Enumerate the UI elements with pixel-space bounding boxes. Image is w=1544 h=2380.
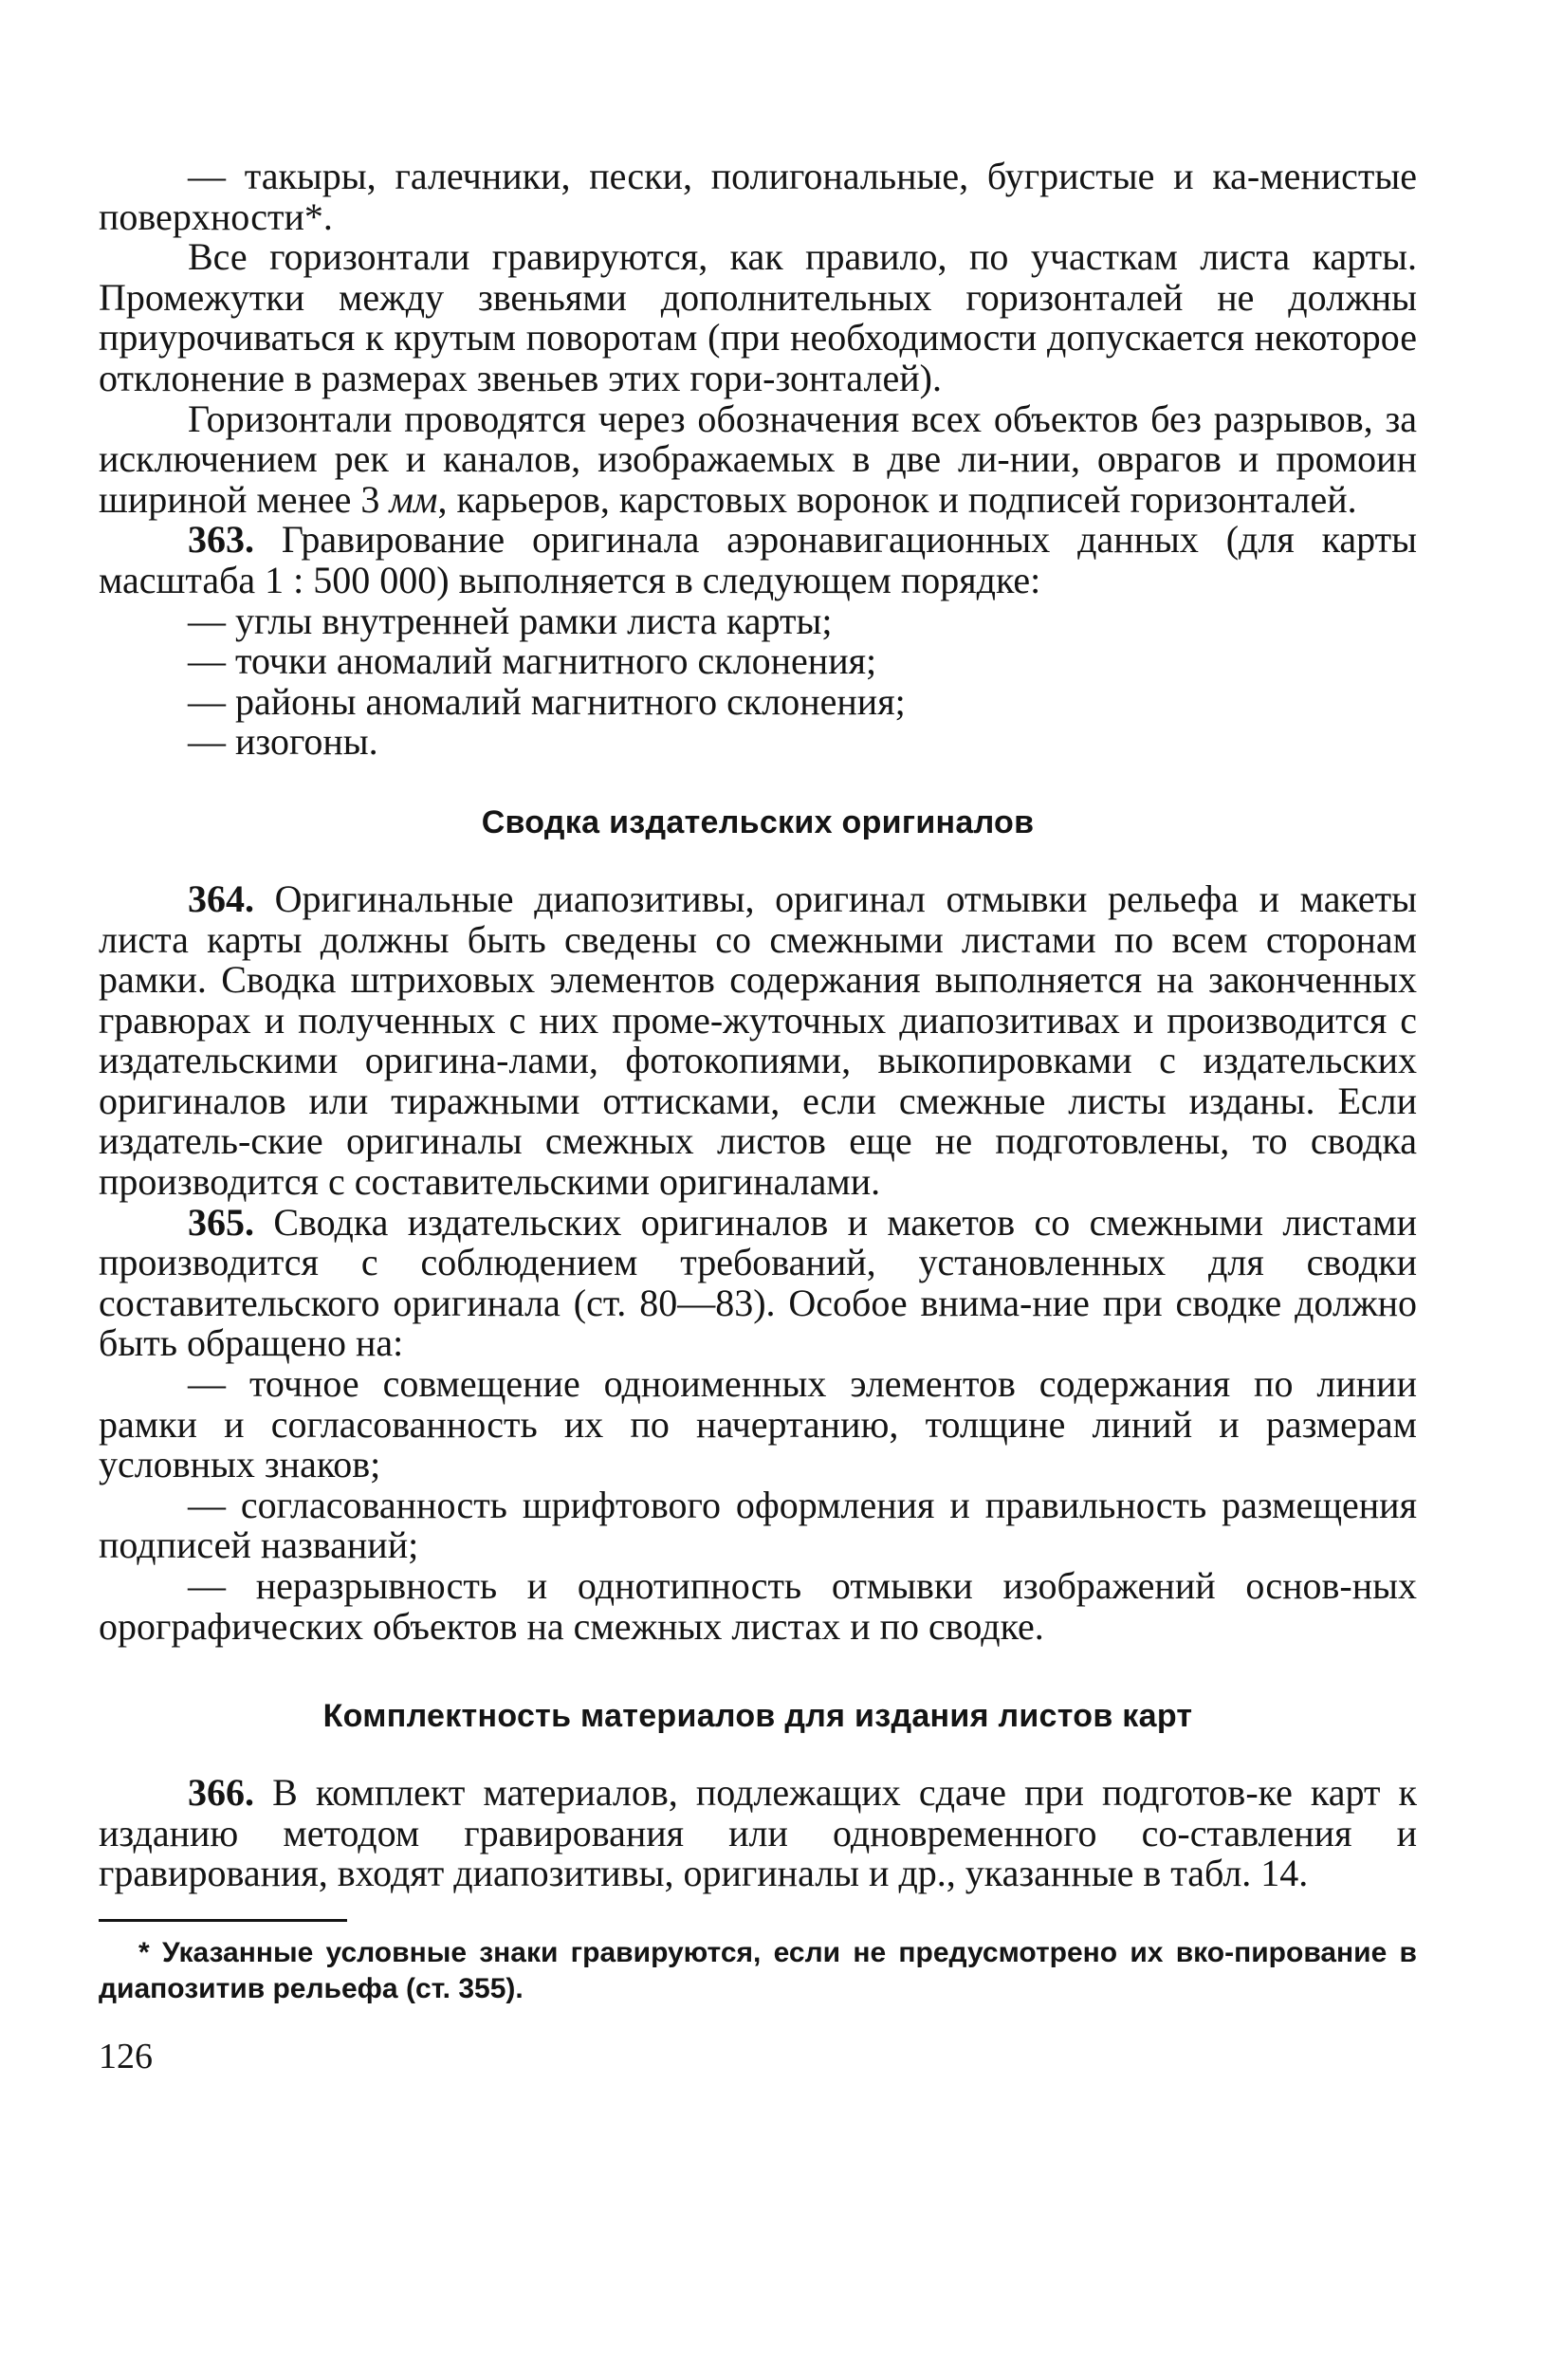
- footnote-divider: [99, 1919, 347, 1922]
- book-page: [99, 157, 1417, 2077]
- clause-text: Сводка издательских оригиналов и макетов со смежными листами производится с соблюдением требований, установленных для сводки составительского оригинала (ст. 80—83). Особое внима-ние при сводке должно быть обращено на:: [99, 1200, 1417, 1365]
- footnote: [99, 1935, 1417, 2007]
- clause-text: Гравирование оригинала аэронавигационных данных (для карты масштаба 1 : 500 000) выполняется в следующем порядке:: [99, 518, 1417, 601]
- section-heading-komplektnost: Комплектность материалов для издания листов карт: [322, 1698, 1193, 1735]
- paragraph-text-part: Горизонтали проводятся через обозначения всех объектов без разрывов, за исключением рек и каналов, изображаемых в две ли-нии, оврагов и промоин шириной менее 3: [99, 397, 1417, 521]
- unit-mm: мм: [389, 477, 438, 521]
- paragraph-366: [99, 1773, 1417, 1894]
- footnote-marker: *: [138, 1936, 150, 1968]
- clause-text: Оригинальные диапозитивы, оригинал отмывки рельефа и макеты листа карты должны быть сведены со смежными листами по всем сторонам рамки. Сводка штриховых элементов содержания выполняется на законченных гравюрах и полученных с них проме-жуточных диапозитивах и производится с издательскими оригина-лами, фотокопиями, выкопировками с издательских оригиналов или тиражными оттисками, если смежные листы изданы. Если издатель-ские оригиналы смежных листов еще не подготовлены, то сводка производится с составительскими оригиналами.: [99, 876, 1417, 1204]
- list-item: — неразрывность и однотипность отмывки изображений основ-ных орографических объектов на смежных листах и по сводке.: [99, 1564, 1417, 1648]
- paragraph-contours-engraving: Все горизонтали гравируются, как правило, по участкам листа карты. Промежутки между звеньями дополнительных горизонталей не должны приурочиваться к крутым поворотам (при необходимости допускается некоторое отклонение в размерах звеньев этих гори-зонталей).: [99, 235, 1417, 399]
- clause-number: 365.: [188, 1200, 254, 1244]
- page-number: 126: [99, 2036, 153, 2076]
- list-item: — согласованность шрифтового оформления и правильность размещения подписей названий;: [99, 1483, 1417, 1567]
- list-item: — районы аномалий магнитного склонения;: [188, 679, 906, 723]
- clause-number: 363.: [188, 518, 254, 562]
- paragraph-364: [99, 876, 1417, 1204]
- section-heading-svodka: Сводка издательских оригиналов: [481, 803, 1035, 840]
- paragraph-surfaces: — такыры, галечники, пески, полигональные, бугристые и ка-менистые поверхности*.: [99, 155, 1417, 238]
- paragraph-text-part: , карьеров, карстовых воронок и подписей горизонталей.: [437, 477, 1357, 521]
- list-item: — изогоны.: [188, 720, 378, 764]
- paragraph-contours-through-objects: [99, 399, 1417, 521]
- footnote-text: Указанные условные знаки гравируются, если не предусмотрено их вко-пирование в диапозитив рельефа (ст. 355).: [99, 1936, 1417, 2004]
- list-item: — углы внутренней рамки листа карты;: [188, 599, 833, 642]
- paragraph-363: [99, 520, 1417, 600]
- list-item: — точное совмещение одноименных элементов содержания по линии рамки и согласованность их по начертанию, толщине линий и размерам условных знаков;: [99, 1362, 1417, 1486]
- paragraph-365: [99, 1200, 1417, 1365]
- clause-text: В комплект материалов, подлежащих сдаче при подготов-ке карт к изданию методом гравирования или одновременного со-ставления и гравирования, входят диапозитивы, оригиналы и др., указанные в табл. 14.: [99, 1771, 1417, 1895]
- list-item: — точки аномалий магнитного склонения;: [188, 639, 877, 683]
- clause-number: 364.: [188, 876, 254, 920]
- clause-number: 366.: [188, 1771, 254, 1815]
